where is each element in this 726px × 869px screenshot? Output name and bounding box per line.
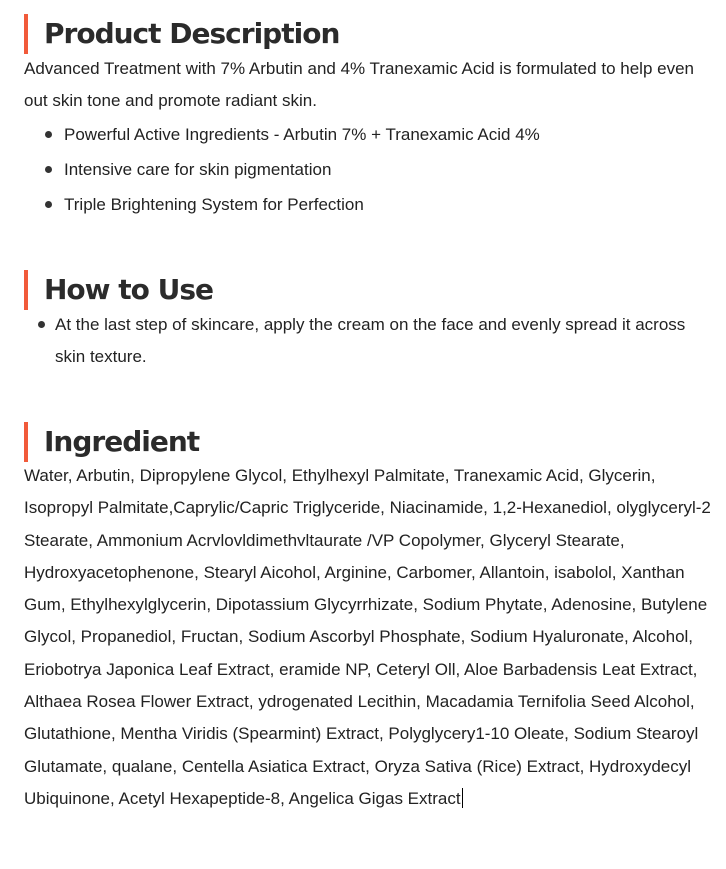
ingredient-list[interactable] [24, 460, 714, 815]
how-to-use-heading: How to Use [24, 270, 213, 310]
bullet-dot-icon [45, 166, 52, 173]
list-item [64, 152, 540, 187]
description-bullet-list [64, 117, 540, 222]
bullet-dot-icon [45, 131, 52, 138]
bullet-dot-icon [45, 201, 52, 208]
product-description-heading: Product Description [24, 14, 339, 54]
bullet-text: Triple Brightening System for Perfection [64, 195, 364, 214]
text-cursor [462, 788, 463, 808]
list-item [64, 187, 540, 222]
product-description-text: Advanced Treatment with 7% Arbutin and 4% Tranexamic Acid is formulated to help even out skin tone and promote radiant skin. [24, 59, 694, 111]
bullet-dot-icon [38, 321, 45, 328]
bullet-text: Powerful Active Ingredients - Arbutin 7% + Tranexamic Acid 4% [64, 125, 540, 144]
ingredient-text: Water, Arbutin, Dipropylene Glycol, Ethylhexyl Palmitate, Tranexamic Acid, Glycerin, Isopropyl Palmitate,Caprylic/Capric Triglyceride, Niacinamide, 1,2-Hexanediol, olyglyceryl-2 Stearate, Ammonium Acrvlovldimethvltaurate /VP Copolymer, Glyceryl Stearate, Hydroxyacetophenone, Stearyl Aicohol, Arginine, Carbomer, Allantoin, isabolol, Xanthan Gum, Ethylhexylglycerin, Dipotassium Glycyrrhizate, Sodium Phytate, Adenosine, Butylene Glycol, Propanediol, Fructan, Sodium Ascorbyl Phosphate, Sodium Hyaluronate, Alcohol, Eriobotrya Japonica Leaf Extract, eramide NP, Ceteryl Oll, Aloe Barbadensis Leat Extract, Althaea Rosea Flower Extract, ydrogenated Lecithin, Macadamia Ternifolia Seed Alcohol, Glutathione, Mentha Viridis (Spearmint) Extract, Polyglycery1-10 Oleate, Sodium Stearoyl Glutamate, qualane, Centella Asiatica Extract, Oryza Sativa (Rice) Extract, Hydroxydecyl Ubiquinone, Acetyl Hexapeptide-8, Angelica Gigas Extract [24, 466, 711, 808]
ingredient-heading: Ingredient [24, 422, 199, 462]
list-item [64, 117, 540, 152]
how-to-use-text: At the last step of skincare, apply the cream on the face and evenly spread it across skin texture. [55, 315, 686, 366]
bullet-text: Intensive care for skin pigmentation [64, 160, 332, 179]
how-to-use-item [55, 309, 695, 373]
